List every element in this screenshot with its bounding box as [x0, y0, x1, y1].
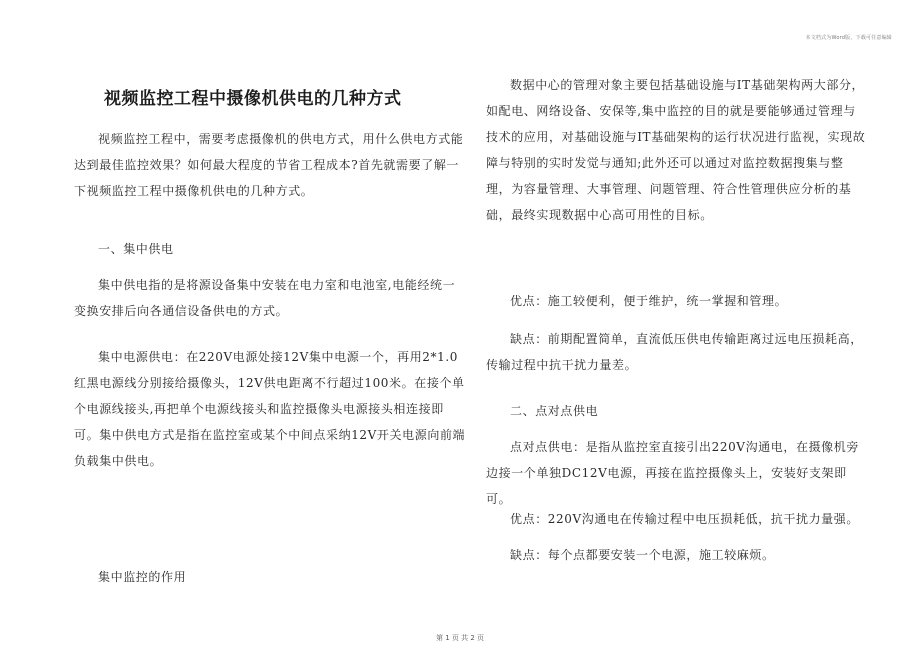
paragraph-advantages-p2p: 优点：220V沟通电在传输过程中电压损耗低，抗干扰力量强。 — [510, 512, 859, 526]
right-column — [486, 0, 866, 650]
heading-monitoring-role: 集中监控的作用 — [98, 570, 187, 584]
paragraph-intro: 视频监控工程中，需要考虑摄像机的供电方式，用什么供电方式能达到最佳监控效果？如何最大程度的节省工程成本?首先就需要了解一下视频监控工程中摄像机供电的几种方式。 — [74, 132, 464, 198]
paragraph-disadvantages-centralized: 缺点：前期配置简单，直流低压供电传输距离过远电压损耗高，传输过程中抗干扰力量差。 — [486, 332, 863, 372]
heading-centralized-power: 一、集中供电 — [98, 242, 174, 256]
paragraph-point-to-point: 点对点供电：是指从监控室直接引出220V沟通电，在摄像机旁边接一个单独DC12V电源，再接在监控摄像头上，安装好支架即可。 — [486, 440, 859, 506]
paragraph-centralized-definition: 集中供电指的是将源设备集中安装在电力室和电池室,电能经统一变换安排后向各通信设备供电的方式。 — [74, 278, 456, 318]
paragraph-centralized-supply: 集中电源供电：在220V电源处接12V集中电源一个，再用2*1.0红黑电源线分别接给摄像头，12V供电距离不行超过100米。在接个单个电源线接头,再把单个电源线接头和监控摄像头电源接头相连接即可。集中供电方式是指在监控室或某个中间点采纳12V开关电源向前端负载集中供电。 — [74, 350, 466, 468]
page-footer: 第 1 页 共 2 页 — [435, 634, 485, 642]
paragraph-disadvantages-p2p: 缺点：每个点都要安装一个电源，施工较麻烦。 — [510, 548, 775, 562]
left-column — [74, 0, 466, 650]
paragraph-data-center: 数据中心的管理对象主要包括基础设施与IT基础架构两大部分，如配电、网络设备、安保等,集中监控的目的就是要能够通过管理与技术的应用，对基础设施与IT基础架构的运行状况进行监视，实现故障与特别的实时发觉与通知;此外还可以通过对监控数据搜集与整理，为容量管理、大事管理、问题管理、符合性管理供应分析的基础，最终实现数据中心高可用性的目标。 — [486, 78, 866, 222]
page-title: 视频监控工程中摄像机供电的几种方式 — [104, 89, 402, 109]
heading-point-to-point: 二、点对点供电 — [510, 404, 599, 418]
top-note: 本文档式为Word版，下载可任意编辑 — [805, 35, 892, 41]
paragraph-advantages-centralized: 优点：施工较便利，便于维护，统一掌握和管理。 — [510, 294, 788, 308]
